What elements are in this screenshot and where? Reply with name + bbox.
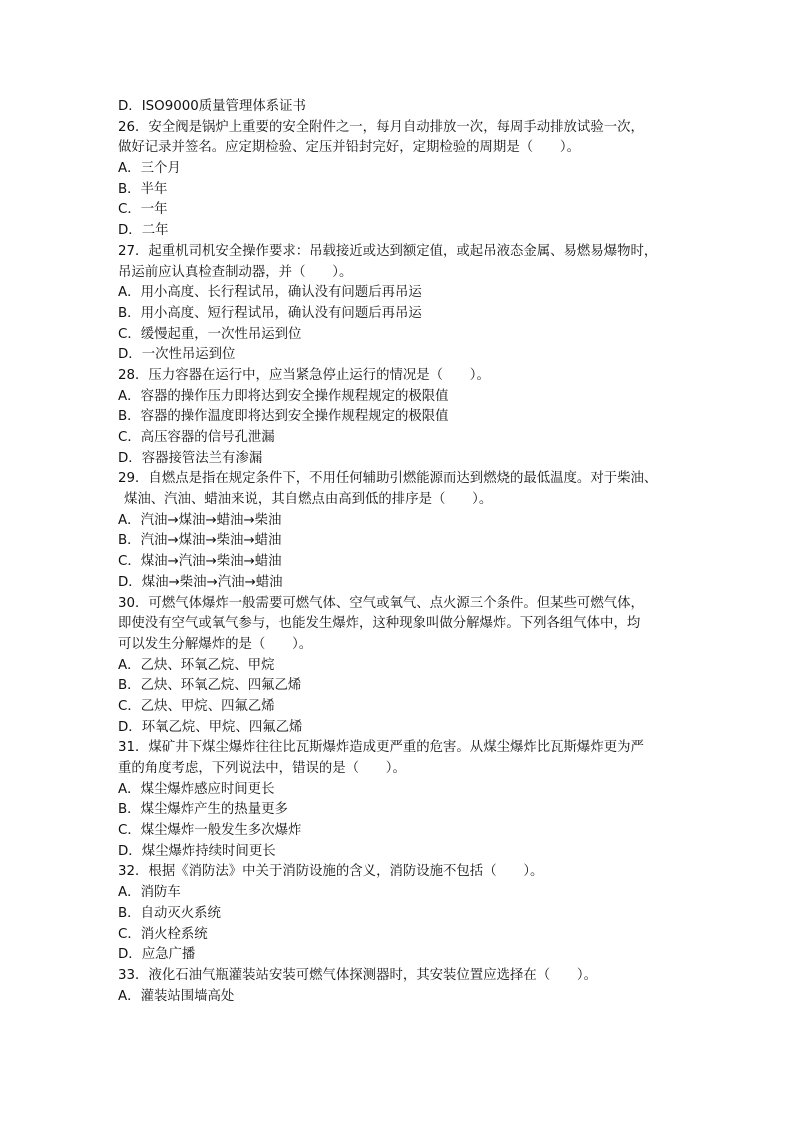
option-d xyxy=(118,573,688,594)
option-c xyxy=(118,325,688,346)
option-text: 煤尘爆炸感应时间更长 xyxy=(140,781,275,797)
question-stem-line: 做好记录并签名。应定期检验、定压并铅封完好，定期检验的周期是（ ）。 xyxy=(118,140,580,156)
lead-option-d xyxy=(118,97,688,118)
option-d xyxy=(118,449,688,470)
option-b xyxy=(118,180,688,201)
option-b xyxy=(118,531,688,552)
option-letter: A． xyxy=(118,161,141,177)
question-stem-line: 31．煤矿井下煤尘爆炸往往比瓦斯爆炸造成更严重的危害。从煤尘爆炸比瓦斯爆炸更为严 xyxy=(118,740,644,756)
option-text: 煤尘爆炸产生的热量更多 xyxy=(140,802,288,818)
option-letter: B． xyxy=(118,905,141,921)
option-text: 应急广播 xyxy=(141,947,196,963)
question-stem-line: 28．压力容器在运行中，应当紧急停止运行的情况是（ ）。 xyxy=(118,367,490,383)
option-letter: C． xyxy=(118,926,141,942)
question-list xyxy=(118,97,688,1007)
question-31 xyxy=(118,738,688,862)
option-d xyxy=(118,842,688,863)
question-32 xyxy=(118,862,688,965)
option-letter: B． xyxy=(118,678,141,694)
option-c xyxy=(118,925,688,946)
question-stem-line: 26．安全阀是锅炉上重要的安全附件之一，每月自动排放一次，每周手动排放试验一次， xyxy=(118,119,644,135)
question-stem-line: 吊运前应认真检查制动器，并（ ）。 xyxy=(118,264,353,280)
option-letter: A． xyxy=(118,512,141,528)
option-letter: C． xyxy=(118,202,141,218)
option-letter: B． xyxy=(118,305,141,321)
option-d xyxy=(118,718,688,739)
question-29 xyxy=(118,469,688,593)
option-letter: A． xyxy=(118,388,141,404)
option-letter: C． xyxy=(118,823,141,839)
question-26 xyxy=(118,118,688,242)
option-text: 乙炔、环氧乙烷、四氟乙烯 xyxy=(140,678,302,694)
option-b xyxy=(118,304,688,325)
option-d xyxy=(118,221,688,242)
option-letter: B． xyxy=(118,181,141,197)
option-text: ISO9000质量管理体系证书 xyxy=(141,99,306,114)
option-letter: B． xyxy=(118,409,141,425)
option-letter: D． xyxy=(118,450,142,466)
option-text: 高压容器的信号孔泄漏 xyxy=(140,430,275,445)
question-stem-line: 即使没有空气或氧气参与，也能发生爆炸，这种现象叫做分解爆炸。下列各组气体中，均 xyxy=(118,616,641,632)
option-letter: A． xyxy=(118,657,141,673)
option-text: 容器接管法兰有渗漏 xyxy=(141,450,263,466)
option-text: 三个月 xyxy=(140,161,181,177)
option-text: 一次性吊运到位 xyxy=(141,347,236,363)
option-letter: A． xyxy=(118,885,141,901)
option-text: 自动灭火系统 xyxy=(140,905,221,921)
option-text: 二年 xyxy=(141,223,169,239)
option-b xyxy=(118,800,688,821)
question-stem-line: 32．根据《消防法》中关于消防设施的含义，消防设施不包括（ ）。 xyxy=(118,864,544,880)
option-letter: D． xyxy=(118,99,142,114)
option-text: 容器的操作压力即将达到安全操作规程规定的极限值 xyxy=(140,388,449,404)
option-c xyxy=(118,428,688,449)
option-letter: B． xyxy=(118,533,141,549)
question-stem-line: 重的角度考虑，下列说法中，错误的是（ ）。 xyxy=(118,761,406,776)
option-a xyxy=(118,283,688,304)
option-letter: A． xyxy=(118,781,141,797)
option-text: 乙炔、环氧乙烷、甲烷 xyxy=(140,657,275,673)
option-letter: D． xyxy=(118,574,142,590)
question-33 xyxy=(118,966,688,1007)
question-stem-line: 29．自燃点是指在规定条件下，不用任何辅助引燃能源而达到燃烧的最低温度。对于柴油、 xyxy=(118,471,658,487)
option-text: 用小高度、短行程试吊，确认没有问题后再吊运 xyxy=(140,305,422,321)
option-text: 缓慢起重，一次性吊运到位 xyxy=(140,326,302,342)
option-d xyxy=(118,945,688,966)
option-letter: D． xyxy=(118,843,142,859)
question-28 xyxy=(118,366,688,469)
option-text: 汽油→煤油→蜡油→柴油 xyxy=(140,512,282,528)
option-text: 消火栓系统 xyxy=(140,926,208,942)
question-stem-line: 33．液化石油气瓶灌装站安装可燃气体探测器时，其安装位置应选择在（ ）。 xyxy=(118,967,598,983)
option-text: 容器的操作温度即将达到安全操作规程规定的极限值 xyxy=(140,409,449,425)
question-stem-line: 可以发生分解爆炸的是（ ）。 xyxy=(118,636,313,652)
option-text: 消防车 xyxy=(140,885,181,901)
option-text: 煤尘爆炸一般发生多次爆炸 xyxy=(140,823,302,839)
option-text: 乙炔、甲烷、四氟乙烯 xyxy=(140,698,275,714)
option-text: 煤尘爆炸持续时间更长 xyxy=(141,843,276,859)
option-b xyxy=(118,407,688,428)
option-c xyxy=(118,200,688,221)
question-stem-line: 27．起重机司机安全操作要求：吊载接近或达到额定值，或起吊液态金属、易燃易爆物时， xyxy=(118,243,658,259)
option-b xyxy=(118,904,688,925)
option-letter: C． xyxy=(118,430,141,445)
option-text: 灌装站围墙高处 xyxy=(140,988,235,1004)
option-a xyxy=(118,656,688,677)
option-b xyxy=(118,676,688,697)
option-text: 煤油→汽油→柴油→蜡油 xyxy=(140,554,282,570)
option-text: 煤油→柴油→汽油→蜡油 xyxy=(141,574,283,590)
option-a xyxy=(118,387,688,408)
option-a xyxy=(118,883,688,904)
option-letter: C． xyxy=(118,698,141,714)
option-a xyxy=(118,159,688,180)
option-text: 一年 xyxy=(140,202,168,218)
option-letter: C． xyxy=(118,326,141,342)
option-letter: D． xyxy=(118,947,142,963)
option-a xyxy=(118,780,688,801)
option-letter: B． xyxy=(118,802,141,818)
option-a xyxy=(118,511,688,532)
option-letter: C． xyxy=(118,554,141,570)
question-stem-line: 30．可燃气体爆炸一般需要可燃气体、空气或氧气、点火源三个条件。但某些可燃气体， xyxy=(118,595,644,611)
option-letter: A． xyxy=(118,285,141,301)
option-text: 环氧乙烷、甲烷、四氟乙烯 xyxy=(141,719,303,735)
question-27 xyxy=(118,242,688,366)
option-d xyxy=(118,345,688,366)
option-letter: D． xyxy=(118,223,142,239)
option-text: 汽油→煤油→柴油→蜡油 xyxy=(140,533,282,549)
option-text: 半年 xyxy=(140,181,168,197)
question-stem-line: 煤油、汽油、蜡油来说，其自燃点由高到低的排序是（ ）。 xyxy=(124,492,493,508)
question-30 xyxy=(118,594,688,739)
option-text: 用小高度、长行程试吊，确认没有问题后再吊运 xyxy=(140,285,422,301)
option-letter: D． xyxy=(118,347,142,363)
option-letter: D． xyxy=(118,719,142,735)
option-c xyxy=(118,697,688,718)
option-letter: A． xyxy=(118,988,141,1004)
option-c xyxy=(118,821,688,842)
option-c xyxy=(118,552,688,573)
option-a xyxy=(118,987,688,1008)
